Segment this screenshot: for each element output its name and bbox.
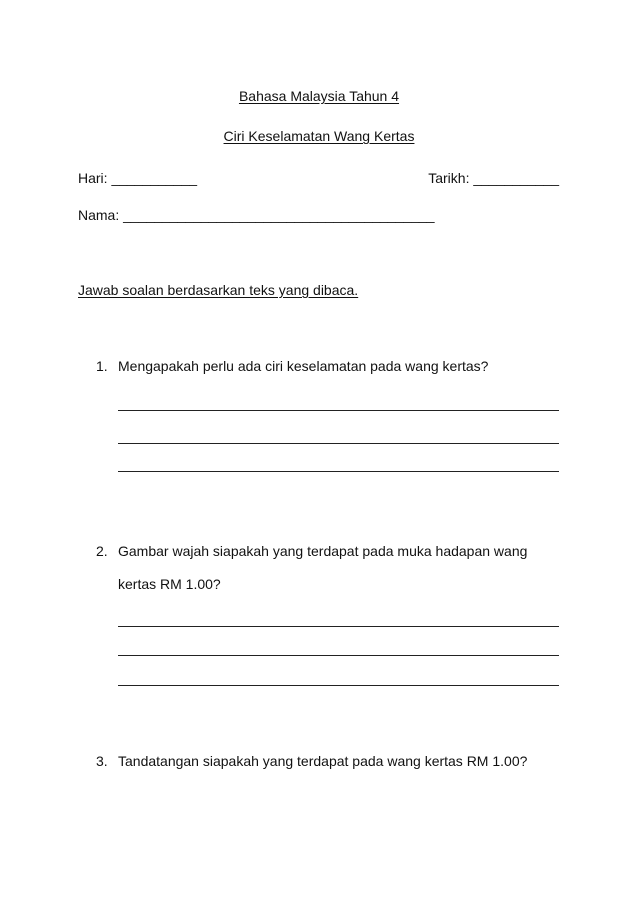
hari-field[interactable]: Hari: ___________ (78, 170, 198, 186)
question-1-text: Mengapakah perlu ada ciri keselamatan pada wang kertas? (118, 358, 489, 374)
instruction-text: Jawab soalan berdasarkan teks yang dibaca. (78, 282, 359, 298)
question-1-answer-line-1[interactable] (118, 410, 559, 411)
question-1-number: 1. (96, 358, 108, 374)
question-2-text-line-1: Gambar wajah siapakah yang terdapat pada muka hadapan wang (118, 543, 528, 559)
worksheet-title: Ciri Keselamatan Wang Kertas (223, 128, 415, 144)
question-1-answer-line-3[interactable] (118, 471, 559, 472)
question-2-answer-line-1[interactable] (118, 626, 559, 627)
question-3-number: 3. (96, 753, 108, 769)
nama-field[interactable]: Nama: ________________________________________ (78, 207, 435, 223)
tarikh-field[interactable]: Tarikh: ___________ (428, 170, 559, 186)
question-2-text-line-2: kertas RM 1.00? (118, 576, 221, 592)
subject-heading: Bahasa Malaysia Tahun 4 (238, 88, 400, 104)
question-1-answer-line-2[interactable] (118, 443, 559, 444)
question-2-answer-line-2[interactable] (118, 655, 559, 656)
question-2-answer-line-3[interactable] (118, 685, 559, 686)
question-3-text: Tandatangan siapakah yang terdapat pada wang kertas RM 1.00? (118, 753, 528, 769)
question-2-number: 2. (96, 543, 108, 559)
